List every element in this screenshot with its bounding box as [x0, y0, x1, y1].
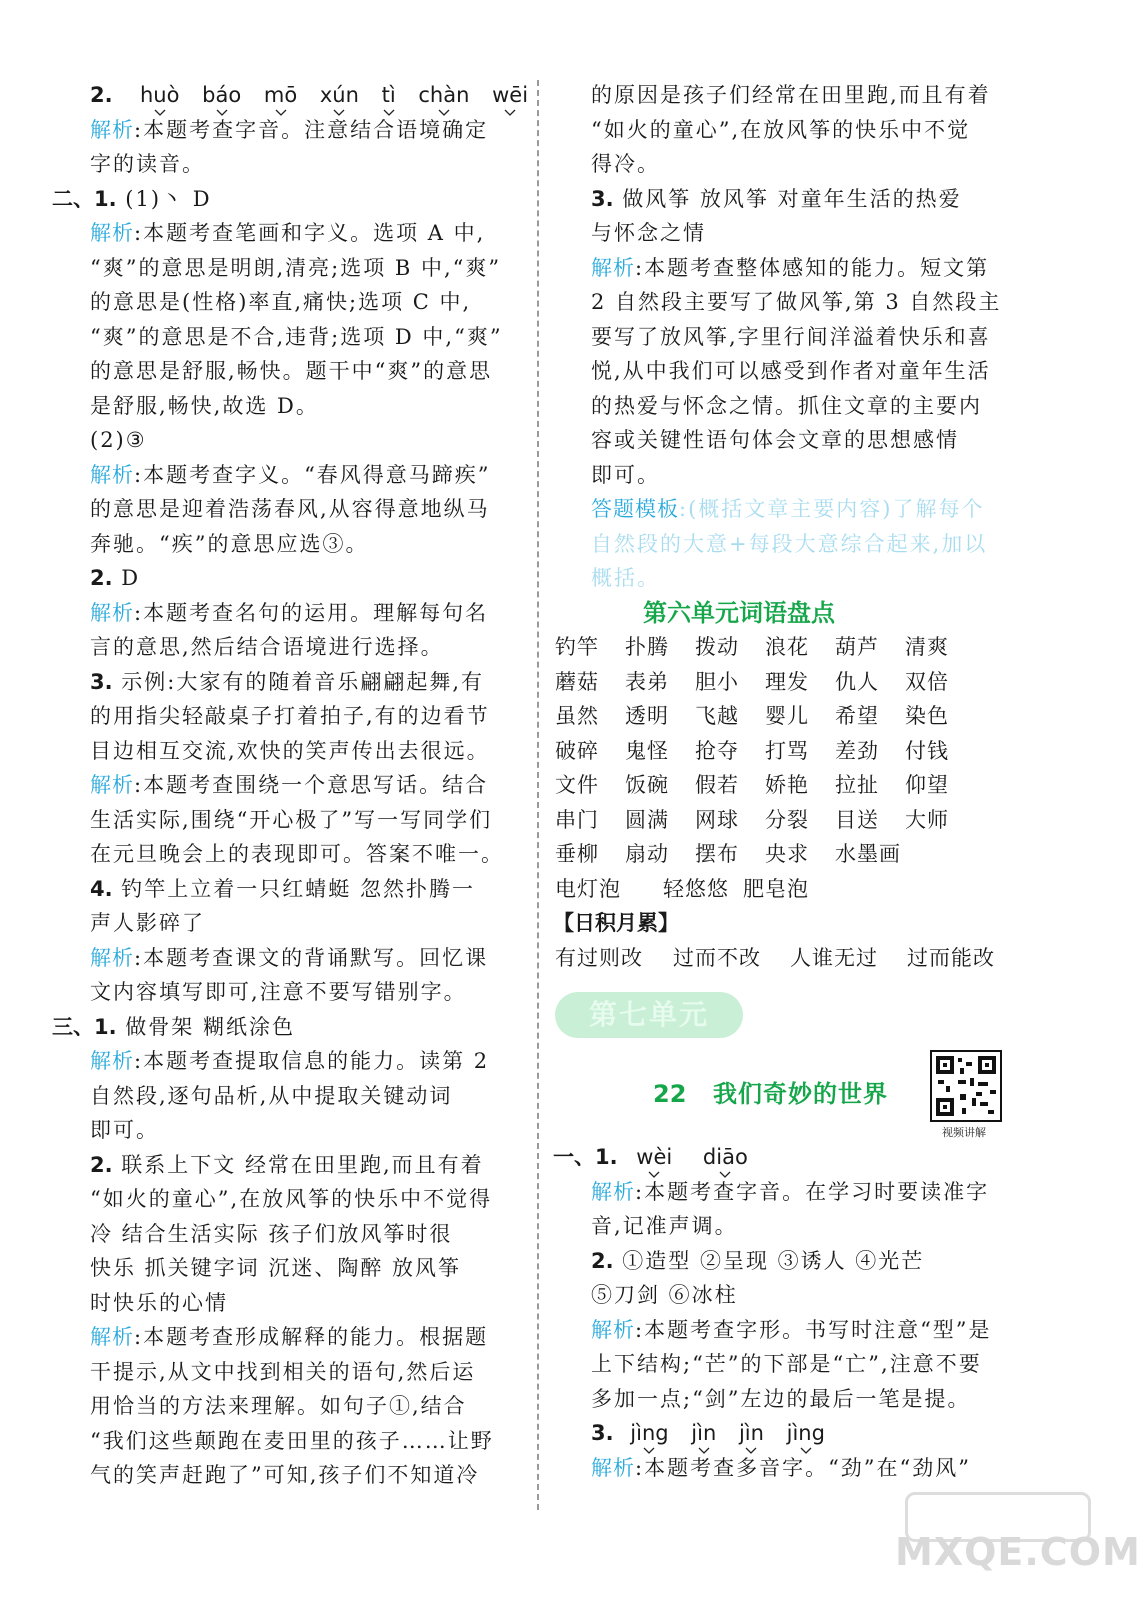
vocab-word: 抢夺: [695, 738, 739, 763]
q2-pinyin-line: [52, 78, 529, 113]
text: :本题考查课文的背诵默写。回忆课: [134, 945, 489, 970]
answer-line: [553, 182, 1033, 217]
vocab-word: 理发: [765, 669, 809, 694]
text-line: 得冷。: [591, 152, 660, 176]
vocab-row: [553, 872, 1033, 907]
text-line: 的热爱与怀念之情。抓住文章的主要内: [591, 393, 982, 418]
text-line: 2 自然段主要写了做风筝,第 3 自然段主: [591, 290, 1002, 314]
vocab-row: [553, 699, 1033, 734]
vocab-word: 希望: [835, 704, 879, 728]
analysis-line: [52, 1320, 522, 1355]
answer-line: [52, 1148, 522, 1183]
text: :本题考查提取信息的能力。读第 2: [134, 1049, 490, 1073]
text-line: 时快乐的心情: [90, 1290, 228, 1315]
text-line: 的意思是迎着浩荡春风,从容得意地纵马: [90, 497, 490, 521]
vocab-word: 浪花: [765, 635, 809, 659]
pinyin: wēi: [492, 78, 528, 113]
text: D: [112, 566, 141, 590]
lesson-number: 22: [653, 1080, 687, 1108]
text-line: 声人影碎了: [90, 911, 205, 935]
vocab-word: 串门: [555, 807, 599, 832]
text: :本题考查笔画和字义。选项 A 中,: [134, 221, 486, 245]
text-line: 与怀念之情: [591, 221, 706, 245]
text: 联系上下文 经常在田里跑,而且有着: [112, 1152, 484, 1177]
question-number: 3.: [591, 1421, 614, 1445]
text-line: 是舒服,畅快,故选 D。: [90, 393, 319, 418]
pinyin: wèi: [636, 1140, 672, 1175]
analysis-tag: 解析: [90, 773, 134, 797]
analysis-tag: 解析: [591, 255, 635, 280]
text-line: ⑤刀剑 ⑥冰柱: [591, 1283, 738, 1307]
vocab-word: 打骂: [765, 738, 809, 763]
vocab-word: 假若: [695, 773, 739, 797]
lesson-22-answers: [553, 1140, 1033, 1485]
vocab-word: 文件: [555, 773, 599, 797]
answer-line: [553, 1416, 1033, 1451]
text-line: 自然段,逐句品析,从中提取关键动词: [90, 1083, 453, 1108]
text: :本题考查字音。在学习时要读准字: [635, 1179, 990, 1204]
text-line: 用恰当的方法来理解。如句子①,结合: [90, 1394, 467, 1418]
accumulation-item: 有过则改: [555, 945, 643, 970]
vocab-word: 摆布: [695, 842, 739, 866]
lesson-name: 我们奇妙的世界: [713, 1080, 888, 1108]
pinyin: tì: [382, 78, 396, 113]
analysis-tag: 解析: [591, 1317, 635, 1342]
text: :本题考查多音字。“劲”在“劲风”: [635, 1455, 972, 1480]
vocab-word: 鬼怪: [625, 738, 669, 763]
answer-line: [52, 872, 522, 907]
text-line: 的意思是舒服,畅快。题干中“爽”的意思: [90, 359, 493, 383]
vocab-word: 钓竿: [555, 635, 599, 659]
section-2-line: [52, 182, 522, 217]
vocab-word: 拉扯: [835, 773, 879, 797]
vocab-word: 染色: [905, 704, 949, 728]
text-line: 干提示,从文中找到相关的语句,然后运: [90, 1359, 476, 1384]
column-divider: [537, 80, 539, 1510]
pinyin: báo: [202, 78, 241, 113]
text-line: 的原因是孩子们经常在田里跑,而且有着: [591, 83, 991, 107]
lesson-title: [553, 1074, 933, 1114]
question-number: 2.: [90, 83, 113, 107]
text-line: 即可。: [591, 462, 660, 487]
analysis-line: [553, 1451, 1033, 1486]
question-number: 1.: [94, 1014, 117, 1039]
analysis-line: [553, 251, 1033, 286]
pinyin: jìn: [691, 1416, 716, 1451]
text: :本题考查字音。注意结合语境确定: [134, 117, 489, 142]
analysis-tag: 解析: [90, 117, 134, 142]
vocab-row: [553, 803, 1033, 838]
pinyin: xún: [320, 78, 359, 113]
vocab-row: [553, 837, 1033, 872]
vocab-word: 圆满: [625, 807, 669, 832]
vocab-row: [553, 734, 1033, 769]
question-number: 1.: [94, 186, 117, 211]
vocab-word: 仇人: [835, 669, 879, 694]
text: :本题考查整体感知的能力。短文第: [635, 255, 990, 280]
analysis-line: [52, 768, 522, 803]
text: :本题考查字义。“春风得意马蹄疾”: [134, 462, 491, 487]
question-number: 2.: [591, 1248, 614, 1273]
pinyin: huò: [140, 78, 179, 113]
vocab-grid: [553, 630, 1033, 906]
text-line: 在元旦晚会上的表现即可。答案不唯一。: [90, 842, 504, 866]
analysis-line: [52, 216, 522, 251]
section-1-line: [553, 1140, 1033, 1175]
text-line: 音,记准声调。: [591, 1214, 738, 1238]
analysis-tag: 解析: [90, 1325, 134, 1349]
text: :本题考查字形。书写时注意“型”是: [635, 1317, 992, 1342]
text: 钓竿上立着一只红蜻蜓 忽然扑腾一: [112, 876, 475, 901]
text-line: 的用指尖轻敲桌子打着拍子,有的边看节: [90, 704, 490, 728]
analysis-tag: 解析: [90, 945, 134, 970]
text: :本题考查形成解释的能力。根据题: [134, 1325, 489, 1349]
vocab-word: 表弟: [625, 669, 669, 694]
analysis-line: [553, 1175, 1033, 1210]
vocab-word: 飞越: [695, 704, 739, 728]
pinyin: jìng: [630, 1416, 668, 1451]
text: :本题考查名句的运用。理解每句名: [134, 600, 489, 625]
accumulation-item: 过而不改: [673, 945, 761, 970]
question-number: 2.: [90, 1152, 113, 1177]
vocab-word: 虽然: [555, 704, 599, 728]
answer-line: [52, 561, 522, 596]
text-line: 要写了放风筝,字里行间洋溢着快乐和喜: [591, 324, 991, 349]
vocab-word: 扑腾: [625, 635, 669, 659]
accumulation-line: [553, 941, 1033, 976]
text-line: 字的读音。: [90, 152, 205, 176]
section-number: 三、: [52, 1014, 94, 1039]
template-text: :(概括文章主要内容)了解每个: [679, 497, 985, 521]
analysis-tag: 解析: [90, 600, 134, 625]
text-line: “爽”的意思是明朗,清亮;选项 B 中,“爽”: [90, 255, 502, 280]
analysis-line: [52, 1044, 522, 1079]
text-line: 即可。: [90, 1118, 159, 1142]
analysis-line: [52, 458, 522, 493]
text-line: “爽”的意思是不合,违背;选项 D 中,“爽”: [90, 324, 503, 349]
text-line: 生活实际,围绕“开心极了”写一写同学们: [90, 807, 493, 832]
vocab-word: 娇艳: [765, 773, 809, 797]
pinyin: diāo: [703, 1140, 748, 1175]
vocab-word: 拨动: [695, 635, 739, 659]
answer-text: (1)丶 D: [125, 186, 212, 211]
text-line: 言的意思,然后结合语境进行选择。: [90, 635, 444, 659]
pinyin: mō: [264, 78, 297, 113]
vocab-word: 央求: [765, 842, 809, 866]
text-line: 上下结构;“芒”的下部是“亡”,注意不要: [591, 1352, 982, 1376]
text-line: 的意思是(性格)率直,痛快;选项 C 中,: [90, 290, 472, 314]
pinyin: chàn: [418, 78, 469, 113]
accumulation-item: 过而能改: [907, 945, 995, 970]
left-column: [52, 78, 529, 1493]
section-number: 二、: [52, 186, 94, 211]
text-line: “如火的童心”,在放风筝的快乐中不觉: [591, 117, 971, 142]
answer-line: [553, 1244, 1033, 1279]
text-line: 快乐 抓关键字词 沉迷、陶醉 放风筝: [90, 1256, 462, 1280]
analysis-tag: 解析: [90, 221, 134, 245]
text-line: 文内容填写即可,注意不要写错别字。: [90, 980, 467, 1004]
vocab-word: 葫芦: [835, 635, 879, 659]
vocab-word: 垂柳: [555, 842, 599, 866]
analysis-tag: 解析: [90, 1049, 134, 1073]
vocab-word: 轻悠悠: [663, 876, 729, 901]
vocab-word: 双倍: [905, 669, 949, 694]
text-line: 冷 结合生活实际 孩子们放风筝时很: [90, 1221, 453, 1246]
text: 做风筝 放风筝 对童年生活的热爱: [613, 186, 962, 211]
analysis-tag: 解析: [591, 1455, 635, 1480]
vocab-word: 差劲: [835, 738, 879, 763]
template-line: [553, 492, 1033, 527]
vocab-word: 肥皂泡: [743, 876, 809, 901]
question-number: 3.: [90, 669, 113, 694]
vocab-word: 付钱: [905, 738, 949, 763]
question-number: 3.: [591, 186, 614, 211]
text-line: (2)③: [90, 428, 147, 452]
qr-code-icon[interactable]: [930, 1050, 1002, 1122]
pinyin: jìn: [739, 1416, 764, 1451]
analysis-line: [553, 1313, 1033, 1348]
text: ①造型 ②呈现 ③诱人 ④光芒: [613, 1248, 925, 1273]
text-line: 奔驰。“疾”的意思应选③。: [90, 531, 369, 556]
analysis-tag: 解析: [90, 462, 134, 487]
text-line: 容或关键性语句体会文章的思想感情: [591, 428, 959, 452]
vocab-word: 清爽: [905, 635, 949, 659]
right-column: [553, 78, 1033, 975]
text: :本题考查围绕一个意思写话。结合: [134, 773, 489, 797]
question-number: 4.: [90, 876, 113, 901]
question-number: 1.: [595, 1145, 618, 1169]
pinyin: jìng: [787, 1416, 825, 1451]
unit7-banner: 第七单元: [555, 992, 743, 1038]
vocab-word: 透明: [625, 704, 669, 728]
vocab-word: 大师: [905, 807, 949, 832]
text-line: 多加一点;“剑”左边的最后一笔是提。: [591, 1386, 971, 1411]
text-line: 悦,从中我们可以感受到作者对童年生活: [591, 359, 991, 383]
unit6-vocab-title: 第六单元词语盘点: [643, 598, 835, 627]
vocab-row: [553, 768, 1033, 803]
vocab-word: 破碎: [555, 738, 599, 763]
analysis-line: [52, 113, 522, 148]
vocab-row: [553, 665, 1033, 700]
answer-text: 做骨架 糊纸涂色: [116, 1014, 295, 1039]
text-line: “我们这些颠跑在麦田里的孩子……让野: [90, 1428, 494, 1453]
accumulation-title: 【日积月累】: [553, 911, 679, 935]
vocab-word: 仰望: [905, 773, 949, 797]
text-line: “如火的童心”,在放风筝的快乐中不觉得: [90, 1187, 493, 1211]
vocab-word: 胆小: [695, 669, 739, 694]
text-line: 气的笑声赶跑了”可知,孩子们不知道冷: [90, 1463, 480, 1487]
section-3-line: [52, 1010, 522, 1045]
accumulation-item: 人谁无过: [790, 945, 878, 970]
vocab-word: 婴儿: [765, 704, 809, 728]
text: 示例:大家有的随着音乐翩翩起舞,有: [112, 669, 485, 694]
template-text: 自然段的大意+每段大意综合起来,加以: [591, 531, 988, 556]
vocab-word: 水墨画: [835, 842, 901, 866]
vocab-word: 扇动: [625, 842, 669, 866]
text-line: 目边相互交流,欢快的笑声传出去很远。: [90, 738, 490, 763]
template-tag: 答题模板: [591, 497, 679, 521]
analysis-line: [52, 941, 522, 976]
section-number: 一、: [553, 1145, 595, 1169]
template-text: 概括。: [591, 566, 660, 590]
vocab-word: 蘑菇: [555, 669, 599, 694]
qr-label: 视频讲解: [942, 1126, 986, 1139]
watermark-text: MXQE.COM: [895, 1530, 1141, 1574]
analysis-line: [52, 596, 522, 631]
vocab-word: 网球: [695, 807, 739, 832]
vocab-word: 目送: [835, 807, 879, 832]
vocab-word: 饭碗: [625, 773, 669, 797]
answer-line: [52, 665, 522, 700]
analysis-tag: 解析: [591, 1179, 635, 1204]
question-number: 2.: [90, 566, 113, 590]
vocab-word: 电灯泡: [555, 876, 621, 901]
vocab-word: 分裂: [765, 807, 809, 832]
vocab-row: [553, 630, 1033, 665]
